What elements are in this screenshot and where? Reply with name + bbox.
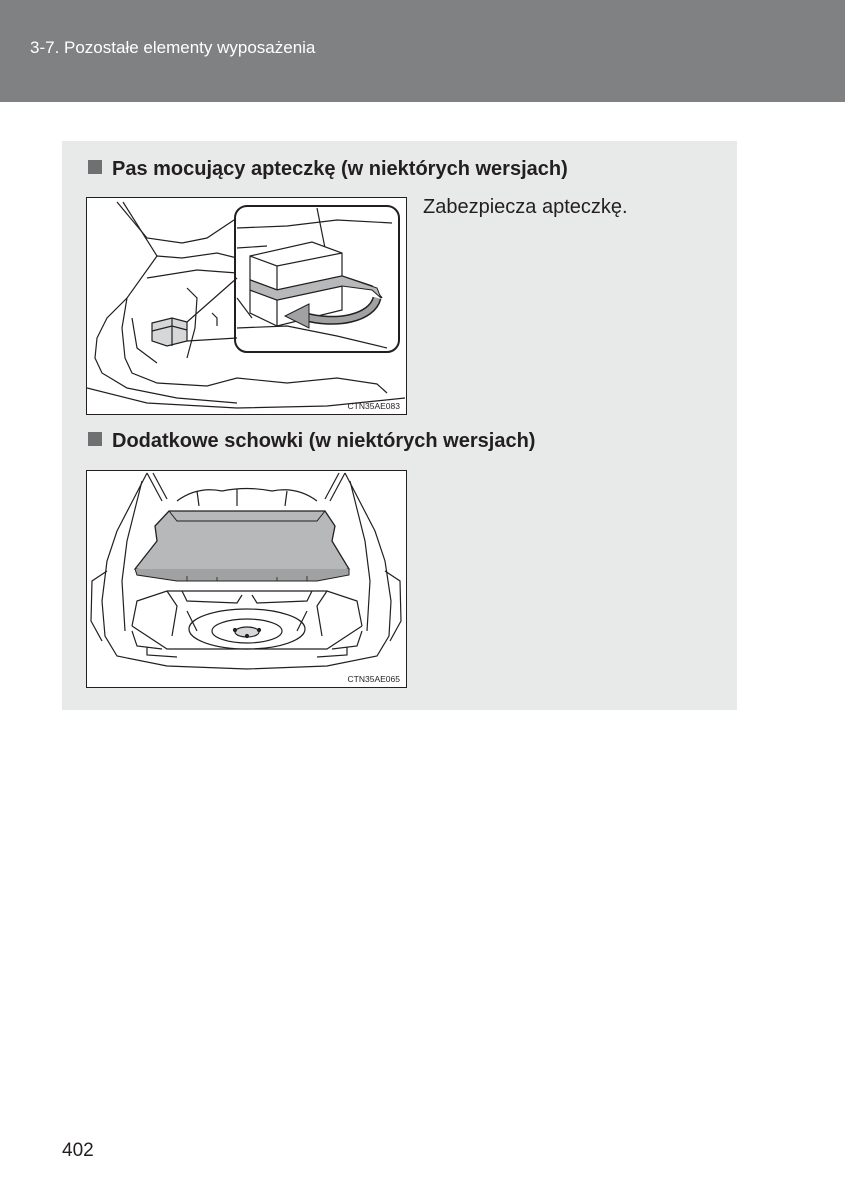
square-bullet-icon (88, 432, 102, 446)
section-heading-first-aid-strap (88, 158, 568, 181)
trunk-strap-illustration (87, 198, 406, 414)
trunk-storage-illustration (87, 471, 406, 687)
figure-first-aid-strap (86, 197, 407, 415)
figure-code: CTN35AE083 (347, 401, 400, 411)
chapter-title: 3-7. Pozostałe elementy wyposażenia (30, 38, 316, 57)
figure-code: CTN35AE065 (347, 674, 400, 684)
section-heading-text: Pas mocujący apteczkę (w niektórych wersjach) (112, 158, 568, 180)
page-number: 402 (62, 1140, 94, 1161)
section-heading-text: Dodatkowe schowki (w niektórych wersjach) (112, 430, 536, 452)
square-bullet-icon (88, 160, 102, 174)
page-header (0, 0, 845, 102)
section-heading-storage (88, 430, 535, 453)
figure-storage (86, 470, 407, 688)
description-text: Zabezpiecza apteczkę. (423, 196, 628, 218)
